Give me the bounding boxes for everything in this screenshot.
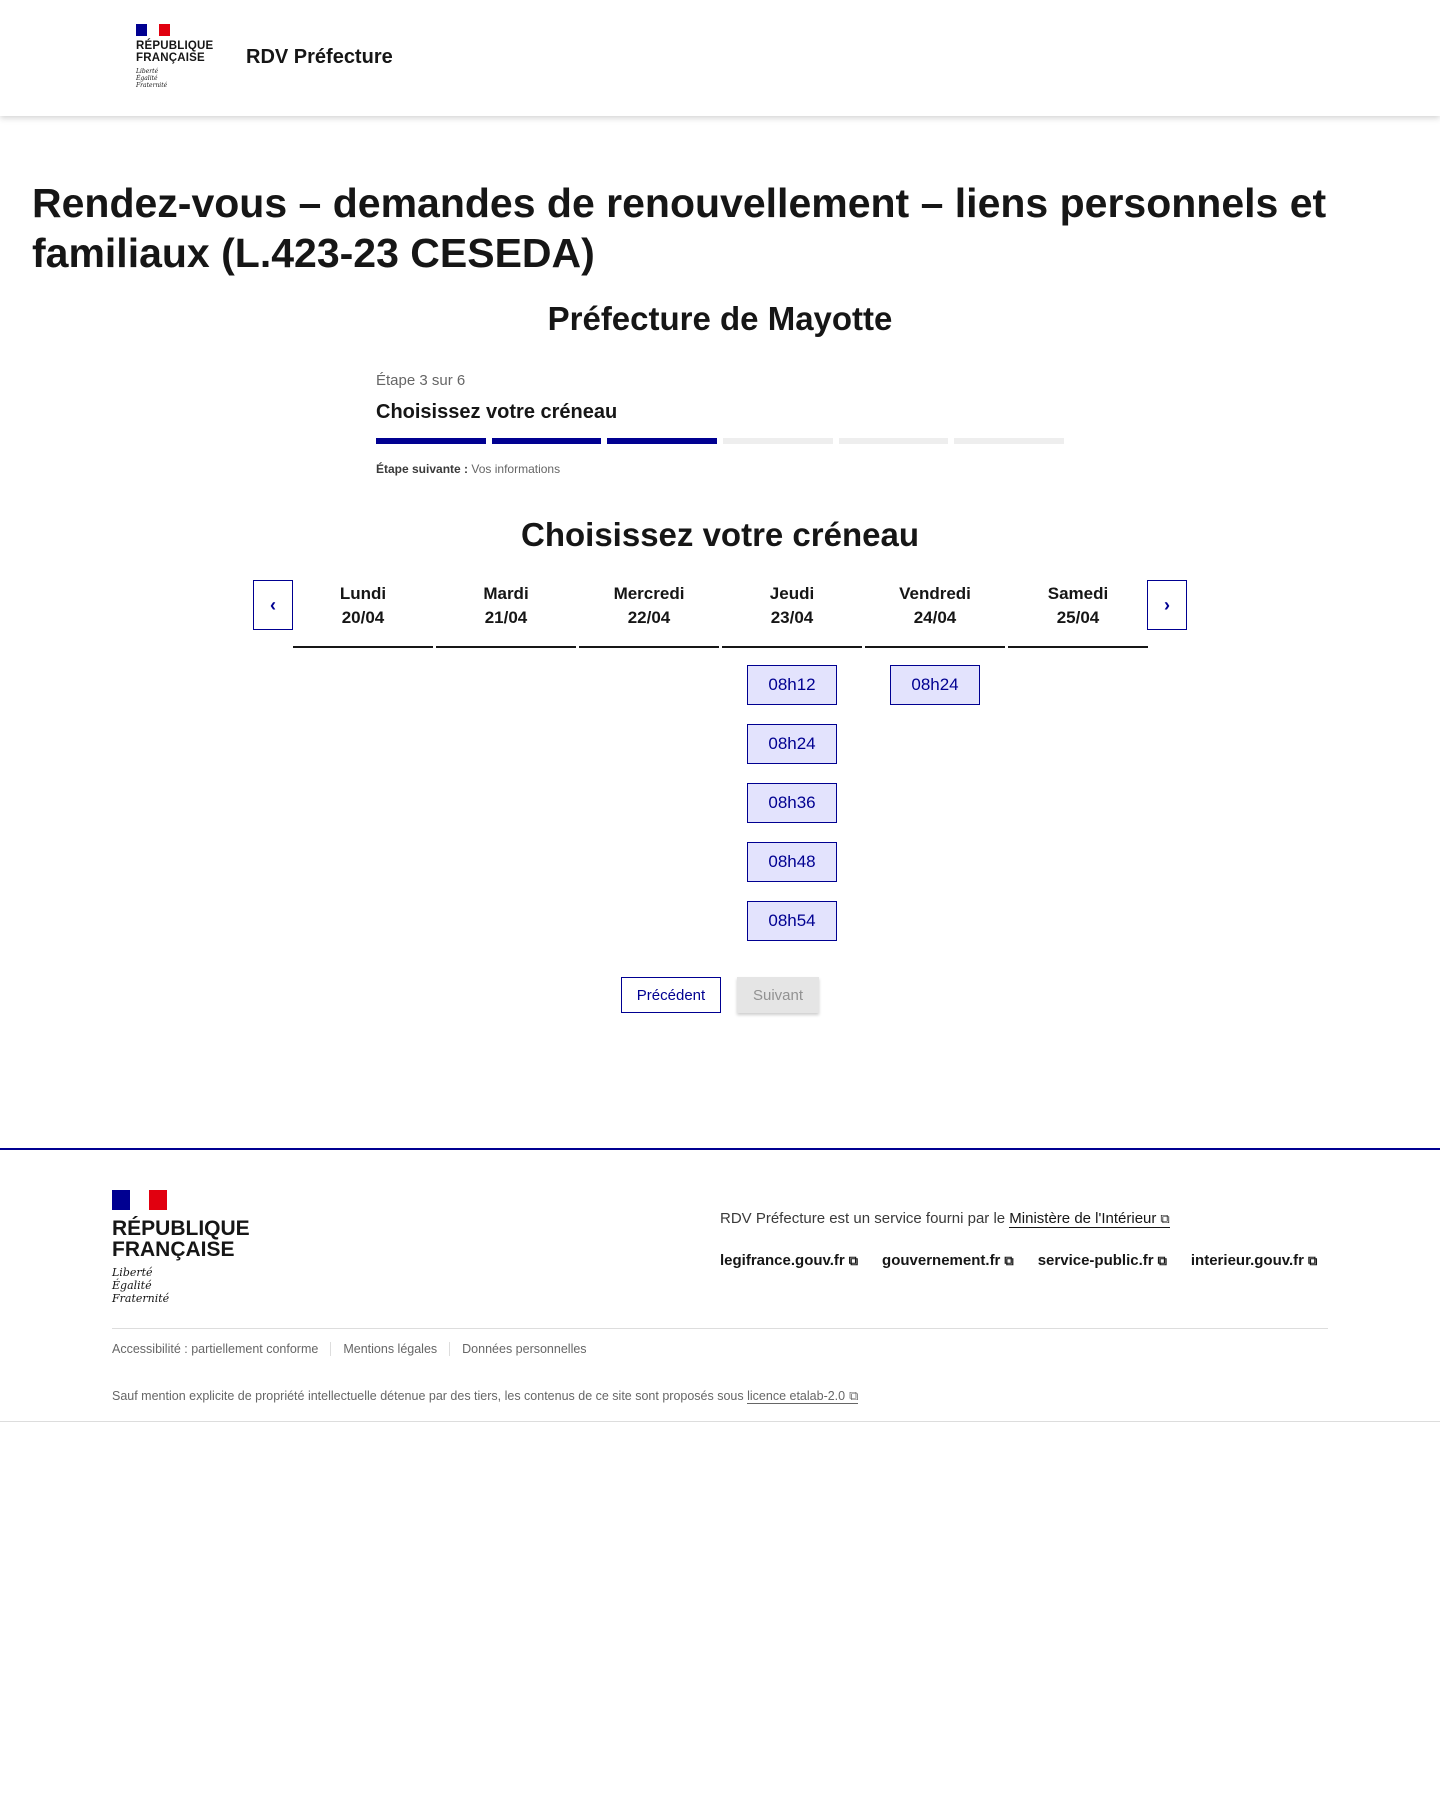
ministere-link[interactable]: Ministère de l'Intérieur ⧉ bbox=[1009, 1210, 1170, 1227]
logo-motto: Liberté Égalité Fraternité bbox=[136, 68, 168, 89]
chevron-right-icon: › bbox=[1164, 594, 1170, 615]
day-name: Jeudi bbox=[769, 584, 815, 603]
footer-divider bbox=[112, 1328, 1328, 1329]
time-slot-button[interactable]: 08h24 bbox=[747, 724, 837, 764]
day-name: Lundi bbox=[339, 584, 387, 603]
day-header bbox=[865, 580, 1005, 648]
day-header bbox=[293, 580, 433, 648]
stepper-title: Choisissez votre créneau bbox=[376, 401, 618, 423]
footer-logo-text: RÉPUBLIQUE FRANÇAISE bbox=[112, 1217, 250, 1261]
footer-logo-motto: Liberté Égalité Fraternité bbox=[112, 1266, 170, 1305]
stepper-segment bbox=[492, 438, 602, 444]
external-link-icon: ⧉ bbox=[1004, 1253, 1014, 1268]
stepper bbox=[376, 372, 1064, 476]
day-column bbox=[579, 580, 719, 648]
next-week-button[interactable] bbox=[1147, 580, 1187, 630]
footer-license: Sauf mention explicite de propriété intellectuelle détenue par des tiers, les contenus de ce site sont proposés sous licence etalab-2.0 ⧉ bbox=[112, 1388, 859, 1403]
day-date: 21/04 bbox=[484, 608, 528, 627]
external-link-icon: ⧉ bbox=[1157, 1253, 1167, 1268]
day-date: 24/04 bbox=[913, 608, 957, 627]
next-button-disabled: Suivant bbox=[737, 977, 819, 1013]
site-header bbox=[0, 0, 1440, 116]
day-header bbox=[579, 580, 719, 648]
stepper-segment bbox=[607, 438, 717, 444]
time-slot-button[interactable]: 08h36 bbox=[747, 783, 837, 823]
footer-bottom-link[interactable]: Accessibilité : partiellement conforme bbox=[112, 1342, 319, 1356]
footer-link[interactable]: legifrance.gouv.fr ⧉ bbox=[720, 1252, 859, 1269]
day-column bbox=[436, 580, 576, 648]
day-header bbox=[722, 580, 862, 648]
day-column bbox=[293, 580, 433, 648]
day-column bbox=[1008, 580, 1148, 648]
day-column bbox=[865, 580, 1005, 705]
previous-week-button[interactable] bbox=[253, 580, 293, 630]
french-flag-icon bbox=[136, 24, 170, 36]
footer-description: RDV Préfecture est un service fourni par le Ministère de l'Intérieur ⧉ bbox=[720, 1210, 1170, 1227]
external-link-icon: ⧉ bbox=[849, 1388, 859, 1403]
day-date: 23/04 bbox=[770, 608, 814, 627]
stepper-segment bbox=[839, 438, 949, 444]
republique-francaise-logo[interactable] bbox=[136, 24, 213, 89]
footer-link[interactable]: gouvernement.fr ⧉ bbox=[882, 1252, 1014, 1269]
slot-section-title: Choisissez votre créneau bbox=[521, 516, 919, 553]
day-name: Samedi bbox=[1047, 584, 1109, 603]
stepper-next-step: Étape suivante : Vos informations bbox=[376, 462, 561, 476]
day-header bbox=[1008, 580, 1148, 648]
external-link-icon: ⧉ bbox=[848, 1253, 859, 1268]
external-link-icon: ⧉ bbox=[1160, 1211, 1170, 1226]
page-title: Rendez-vous – demandes de renouvellement – liens personnels et familiaux (L.423-23 CESEDA) bbox=[32, 180, 1327, 276]
previous-button[interactable]: Précédent bbox=[621, 977, 721, 1013]
day-column bbox=[722, 580, 862, 941]
prefecture-title: Préfecture de Mayotte bbox=[547, 300, 893, 337]
footer-link[interactable]: interieur.gouv.fr ⧉ bbox=[1190, 1252, 1318, 1269]
stepper-state: Étape 3 sur 6 bbox=[376, 372, 466, 389]
footer-bottom-links bbox=[112, 1342, 599, 1356]
service-title[interactable]: RDV Préfecture bbox=[246, 46, 393, 68]
day-date: 22/04 bbox=[627, 608, 671, 627]
footer-bottom-link[interactable]: Données personnelles bbox=[449, 1342, 598, 1356]
time-slot-button[interactable]: 08h48 bbox=[747, 842, 837, 882]
footer-logo[interactable] bbox=[112, 1190, 250, 1305]
french-flag-icon bbox=[112, 1190, 167, 1210]
time-slot-button[interactable]: 08h12 bbox=[747, 665, 837, 705]
day-name: Vendredi bbox=[899, 584, 971, 603]
external-link-icon: ⧉ bbox=[1307, 1253, 1318, 1268]
time-slot-button[interactable]: 08h54 bbox=[747, 901, 837, 941]
stepper-segment bbox=[376, 438, 486, 444]
license-link[interactable]: licence etalab-2.0 ⧉ bbox=[747, 1388, 859, 1403]
stepper-progress bbox=[376, 438, 1064, 444]
footer-bottom-link[interactable]: Mentions légales bbox=[330, 1342, 449, 1356]
site-footer bbox=[0, 1148, 1440, 1422]
chevron-left-icon: ‹ bbox=[270, 594, 276, 615]
day-name: Mardi bbox=[483, 584, 529, 603]
day-header bbox=[436, 580, 576, 648]
time-slot-button[interactable]: 08h24 bbox=[890, 665, 980, 705]
day-name: Mercredi bbox=[613, 584, 685, 603]
day-date: 20/04 bbox=[341, 608, 385, 627]
footer-partner-links bbox=[720, 1252, 1341, 1269]
stepper-segment bbox=[954, 438, 1064, 444]
day-date: 25/04 bbox=[1056, 608, 1100, 627]
logo-text: RÉPUBLIQUE FRANÇAISE bbox=[136, 40, 214, 64]
stepper-segment bbox=[723, 438, 833, 444]
footer-link[interactable]: service-public.fr ⧉ bbox=[1037, 1252, 1167, 1269]
